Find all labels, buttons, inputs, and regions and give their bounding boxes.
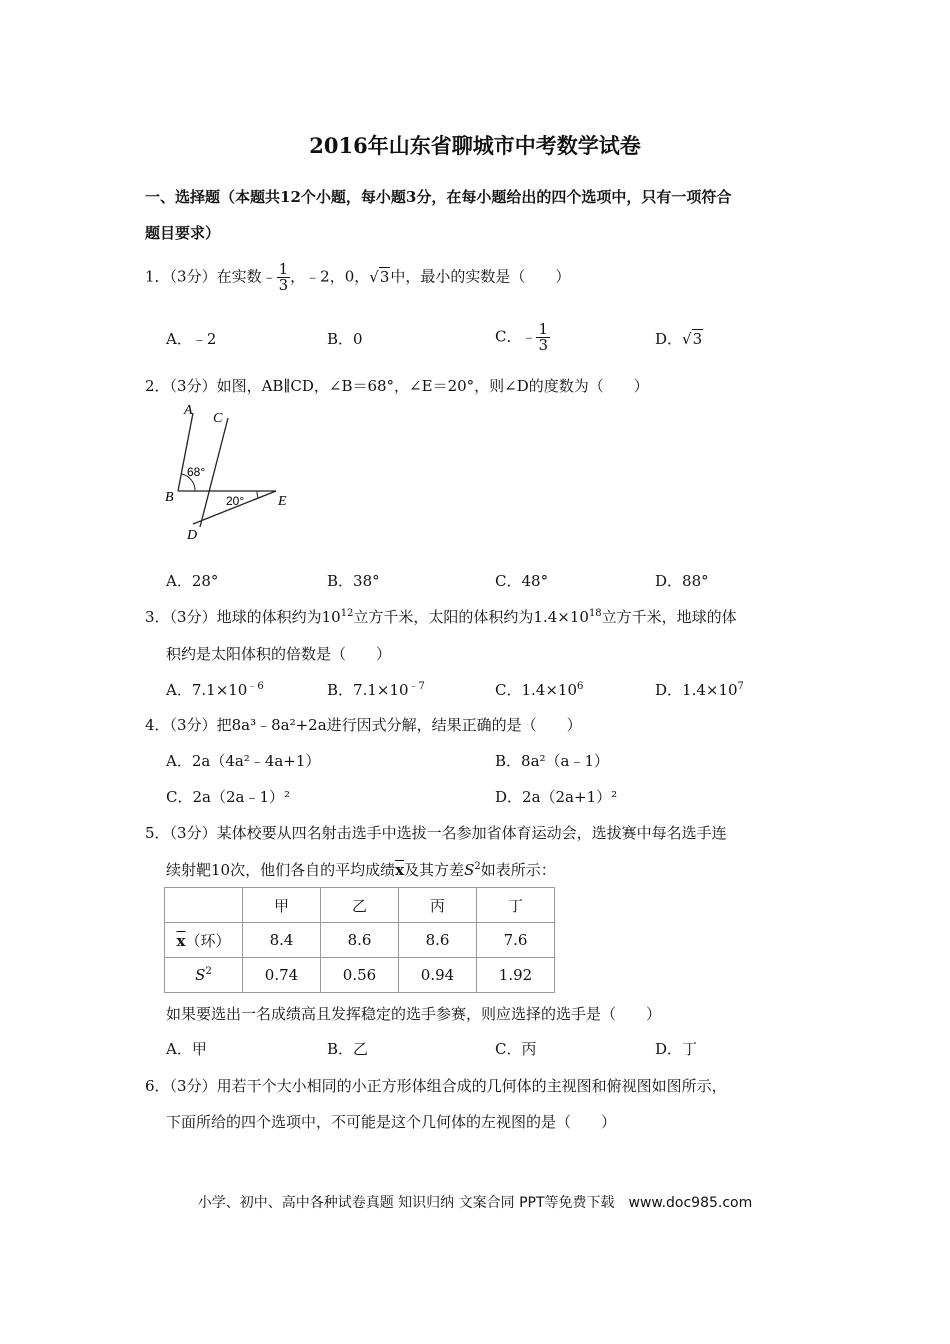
page-title: 2016年山东省聊城市中考数学试卷 [309,133,641,158]
table-header-cell: 丁 [477,888,555,923]
q2-option-c: C．48° [495,572,549,590]
question-text: 在实数 [216,267,262,286]
table-header-cell: 丙 [399,888,477,923]
exponent: 18 [588,608,602,619]
question-score: （3分） [169,716,217,734]
score-table [164,887,555,993]
question-text: 某体校要从四名射击选手中选拔一名参加省体育运动会，选拔赛中每名选手连 [216,824,727,842]
question-score: （3分） [169,824,217,842]
table-cell: 0.56 [321,958,399,993]
question-number: 6． [145,1077,170,1095]
label-e: E [278,494,287,509]
angle-label-20: 20° [226,494,245,508]
question-5-line2 [166,859,556,880]
q3-option-d [655,679,744,700]
section-heading-line2: 题目要求） [145,224,221,242]
sqrt-radicand: 3 [692,330,703,348]
unit-label: （环） [185,931,231,950]
question-text: 如图，AB∥CD，∠B＝68°，∠E＝20°，则∠D的度数为（ ） [216,377,649,395]
q2-option-a: A．28° [166,572,219,590]
table-cell: 0.74 [243,958,321,993]
question-3 [145,606,737,627]
question-text: 地球的体积约为10 [216,608,341,626]
exponent: 12 [340,608,354,619]
exponent: 6 [577,681,584,692]
table-header-row [165,888,555,923]
option-text: C．1.4×10 [495,681,577,699]
table-header-cell: 乙 [321,888,399,923]
fraction [277,262,291,293]
table-row [165,958,555,993]
table-cell: 1.92 [477,958,555,993]
question-3-line2: 积约是太阳体积的倍数是（ ） [166,645,392,663]
q4-option-a: A．2a（4a²﹣4a+1） [166,752,321,770]
parallel-lines-figure [160,400,300,545]
option-label: C．﹣ [495,327,537,346]
question-text: 立方千米，太阳的体积约为1.4×10 [353,608,589,626]
sqrt-symbol: √ [682,330,692,348]
q2-option-d: D．88° [655,572,709,590]
label-d: D [187,528,198,543]
table-row [165,923,555,958]
question-text: ，﹣2，0， [290,267,370,286]
q5-option-b: B．乙 [327,1040,369,1058]
q5-option-c: C．丙 [495,1040,537,1058]
fraction-numerator: 1 [538,320,549,338]
exponent: 2 [474,861,481,872]
variance-symbol: S [195,966,206,984]
section-heading-line1: 一、选择题（本题共12个小题，每小题3分，在每小题给出的四个选项中，只有一项符合 [145,188,732,206]
angle-label-68: 68° [187,465,206,479]
q1-option-d [655,328,703,349]
table-cell: 8.6 [399,923,477,958]
question-5 [145,822,727,843]
sqrt-expression [369,268,390,286]
question-text: 中，最小的实数是（ ） [390,267,571,286]
fraction-denominator: 3 [538,336,549,354]
fraction [536,322,550,353]
question-score: （3分） [169,267,217,286]
row-label-mean [165,923,243,958]
question-number: 5． [145,824,170,842]
question-number: 3． [145,608,170,626]
question-text: 如表所示： [480,861,556,879]
q3-option-b [327,679,425,700]
question-2 [145,375,649,396]
q1-option-a: A．﹣2 [166,330,217,348]
fraction-numerator: 1 [278,260,289,278]
q3-option-a [166,679,264,700]
question-text: 用若干个大小相同的小正方形体组合成的几何体的主视图和俯视图如图所示， [216,1077,727,1095]
variance-symbol: S [464,861,475,879]
table-header-cell: 甲 [243,888,321,923]
exponent: 2 [205,966,212,977]
sqrt-symbol: √ [369,267,379,286]
exponent: 7 [737,681,744,692]
question-6-line2: 下面所给的四个选项中，不可能是这个几何体的左视图的是（ ） [166,1113,617,1131]
question-6 [145,1075,727,1096]
label-a: A [184,403,193,418]
table-cell: 7.6 [477,923,555,958]
minus-sign: ﹣ [261,267,277,286]
page-footer: 小学、初中、高中各种试卷真题 知识归纳 文案合同 PPT等免费下载 www.doc985.com [197,1195,753,1211]
question-4 [145,714,582,735]
question-text: 及其方差 [404,861,465,879]
angle-e-arc [257,491,258,498]
question-number: 2． [145,377,170,395]
question-number: 1． [145,267,170,286]
exponent: ﹣6 [247,681,264,692]
table-cell: 0.94 [399,958,477,993]
q5-option-d: D．丁 [655,1040,698,1058]
question-number: 4． [145,716,170,734]
q4-option-d: D．2a（2a+1）² [495,788,618,806]
mean-symbol: $\overline{x}$ [395,861,405,879]
sqrt-expression [682,330,703,348]
exponent: ﹣7 [408,681,425,692]
option-text: A．7.1×10 [166,681,248,699]
table-cell: 8.4 [243,923,321,958]
fraction-denominator: 3 [278,276,289,294]
row-label-variance [165,958,243,993]
q5-option-a: A．甲 [166,1040,207,1058]
sqrt-radicand: 3 [379,267,390,286]
option-label: D． [655,330,683,348]
q4-option-b: B．8a²（a﹣1） [495,752,610,770]
option-text: D．1.4×10 [655,681,738,699]
question-text: 把8a³﹣8a²+2a进行因式分解，结果正确的是（ ） [216,716,582,734]
question-1 [145,262,570,293]
question-text: 续射靶10次，他们各自的平均成绩 [166,861,396,879]
question-5-prompt: 如果要选出一名成绩高且发挥稳定的选手参赛，则应选择的选手是（ ） [166,1005,662,1023]
table-header-cell [165,888,243,923]
q1-option-c [495,322,550,353]
question-score: （3分） [169,377,217,395]
question-text: 立方千米，地球的体 [601,608,737,626]
q2-option-b: B．38° [327,572,380,590]
q1-option-b: B．0 [327,330,363,348]
question-score: （3分） [169,1077,217,1095]
label-c: C [213,411,223,426]
mean-symbol: $\overline{x}$ [176,931,186,950]
question-score: （3分） [169,608,217,626]
label-b: B [165,490,174,505]
q3-option-c [495,679,583,700]
option-text: B．7.1×10 [327,681,409,699]
q4-option-c: C．2a（2a﹣1）² [166,788,291,806]
table-cell: 8.6 [321,923,399,958]
